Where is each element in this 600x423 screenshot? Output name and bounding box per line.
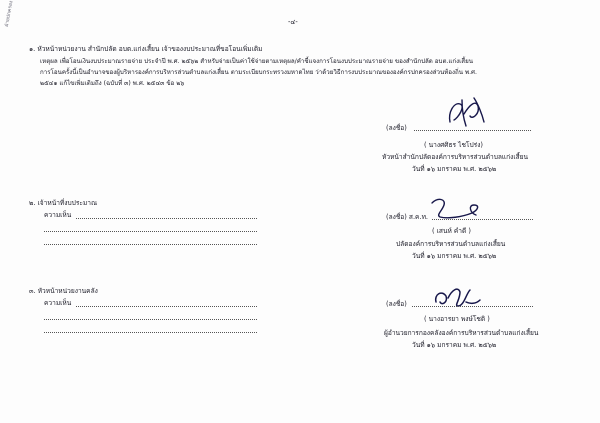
section2-sign-label: (ลงชื่อ) ส.ค.ท. (386, 213, 429, 221)
section2-signature-line (432, 219, 533, 220)
section1-reason-line2: การโอนครั้งนี้เป็นอำนาจของผู้บริหารองค์การบริหารส่วนตำบลแก่งเสี้ยน ตามระเบียบกระทรวงมหาดไทย ว่าด้วยวิธีการงบประมาณขององค์กรปกครองส่วนท้องถิ่น พ.ศ. (40, 69, 477, 76)
page-number: -๔- (288, 18, 298, 26)
section3-signature-line (412, 306, 533, 307)
section2-opinion-line-3 (44, 244, 257, 245)
section1-signer-position: หัวหน้าสำนักปลัดองค์การบริหารส่วนตำบลแก่งเสี้ยน (382, 153, 529, 161)
section2-opinion-line-1 (76, 218, 257, 219)
section2-heading: ๒. เจ้าหน้าที่งบประมาณ (29, 199, 98, 207)
signature-3 (430, 282, 484, 312)
handwritten-note: ฝ่ายปกครอง (3, 0, 15, 28)
section2-opinion-line-2 (44, 231, 257, 232)
section3-opinion-line-2 (44, 319, 257, 320)
section1-heading: ๑. หัวหน้าหน่วยงาน สำนักปลัด อบต.แก่งเสี้ยน เจ้าของงบประมาณที่ขอโอนเพิ่มเติม (29, 45, 263, 53)
section1-reason-line1: เหตุผล เพื่อโอนเงินงบประมาณรายจ่าย ประจำปี พ.ศ. ๒๕๖๒ สำหรับจ่ายเป็นค่าใช้จ่ายตามเหตุผล/คำชี้แจงการโอนงบประมาณรายจ่าย ของสำนักปลัด อบต.แก่งเสี้ยน (40, 58, 473, 65)
section3-opinion-label: ความเห็น (44, 299, 72, 307)
section2-opinion-label: ความเห็น (44, 211, 72, 219)
section2-signer-position: ปลัดองค์การบริหารส่วนตำบลแก่งเสี้ยน (396, 240, 506, 248)
section2-signer-name: ( เสนห์ คำดี ) (432, 227, 471, 235)
section1-signer-date: วันที่ ๑๖ มกราคม พ.ศ. ๒๕๖๒ (412, 165, 497, 173)
section3-signer-position: ผู้อำนวยการกองคลังองค์การบริหารส่วนตำบลแก่งเสี้ยน (384, 329, 539, 337)
section2-signer-date: วันที่ ๑๖ มกราคม พ.ศ. ๒๕๖๒ (412, 252, 497, 260)
section3-opinion-line-3 (44, 332, 257, 333)
signature-1 (444, 94, 490, 130)
section3-signer-name: ( นางอารยา พงษ์โชติ ) (424, 315, 490, 323)
section3-heading: ๓. หัวหน้าหน่วยงานคลัง (29, 287, 98, 295)
section3-opinion-line-1 (76, 306, 257, 307)
section1-signer-name: ( นางศศิธร ไชโปร่ง) (424, 141, 483, 149)
section1-signature-line (414, 130, 531, 131)
section1-reason-line3: ๒๕๔๑ แก้ไขเพิ่มเติมถึง (ฉบับที่ ๓) พ.ศ. ๒๕๔๓ ข้อ ๒๖ (40, 80, 185, 87)
section3-signer-date: วันที่ ๑๖ มกราคม พ.ศ. ๒๕๖๒ (412, 341, 497, 349)
section1-sign-label: (ลงชื่อ) (386, 124, 407, 132)
section3-sign-label: (ลงชื่อ) (386, 300, 407, 308)
signature-2 (428, 195, 484, 221)
